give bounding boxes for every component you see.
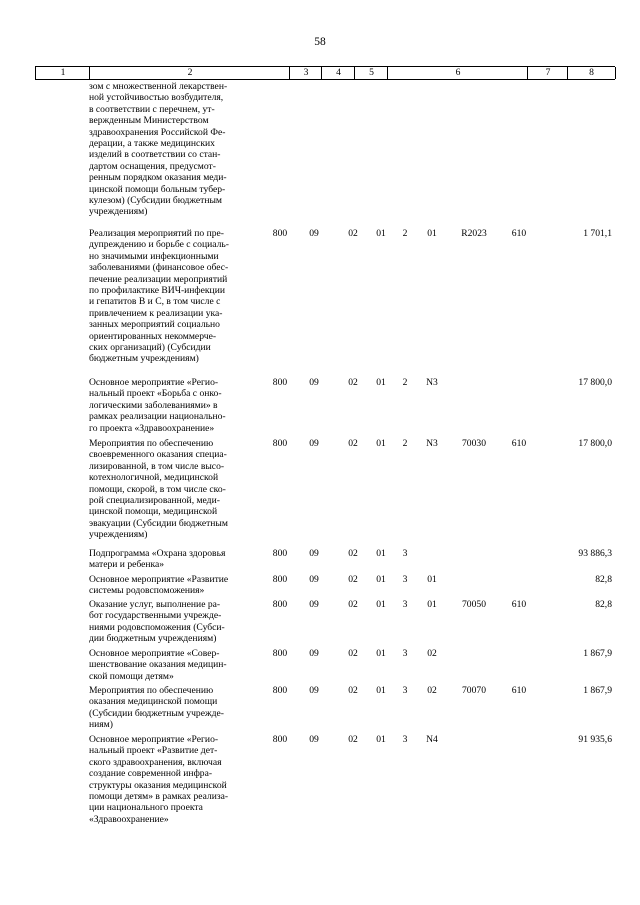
row-name-line: привлечением к реализации ука-: [89, 307, 223, 319]
cell-c6d: 70030: [462, 438, 486, 449]
cell-c4: 09: [309, 228, 319, 239]
cell-c6c: 01: [427, 228, 437, 239]
row-name-line: дии бюджетным учреждениям): [89, 633, 217, 645]
cell-c6a: 01: [376, 438, 386, 449]
row-name-line: в соответствии с перечнем, ут-: [89, 103, 215, 115]
cell-c6b: 2: [402, 377, 408, 388]
row-name-line: своевременного оказания специа-: [89, 449, 227, 461]
row-name-line: Подпрограмма «Охрана здоровья: [89, 548, 226, 559]
row-name-line: ренным порядком оказания меди-: [89, 172, 227, 184]
cell-c4: 09: [309, 377, 319, 388]
row-name-line: заболеваниями (финансовое обес-: [89, 262, 229, 274]
cell-c6a: 01: [376, 377, 386, 388]
cell-c4: 09: [309, 548, 319, 559]
cell-c6d: 70050: [462, 599, 486, 610]
cell-c6a: 01: [376, 228, 386, 239]
cell-c6a: 01: [376, 685, 386, 696]
cell-c3: 800: [272, 377, 288, 388]
cell-c3: 800: [272, 685, 288, 696]
cell-c6a: 01: [376, 648, 386, 659]
cell-c5: 02: [348, 648, 358, 659]
header-col-1: 1: [35, 67, 90, 79]
cell-c6a: 01: [376, 599, 386, 610]
row-name-line: рамках реализации национально-: [89, 411, 226, 423]
cell-c5: 02: [348, 228, 358, 239]
row-name: [89, 574, 269, 597]
cell-c4: 09: [309, 438, 319, 449]
cell-c6b: 3: [402, 548, 408, 559]
row-name-line: занных мероприятий социально: [89, 319, 220, 331]
row-name-line: структуры оказания медицинской: [89, 779, 227, 791]
row-name-line: нальный проект «Борьба с онко-: [89, 388, 222, 400]
cell-c8: 82,8: [595, 574, 612, 585]
cell-c3: 800: [272, 734, 288, 745]
cell-c6c: N3: [426, 377, 438, 388]
row-name: [89, 648, 269, 682]
row-name-line: печение реализации мероприятий: [89, 273, 228, 285]
cell-c6b: 3: [402, 685, 408, 696]
row-name-line: лизированной, в том числе высо-: [89, 460, 225, 472]
header-col-5: 5: [354, 67, 388, 79]
cell-c8: 1 867,9: [583, 685, 612, 696]
cell-c7: 610: [511, 599, 527, 610]
cell-c6b: 2: [402, 438, 408, 449]
row-name-line: рой специализированной, меди-: [89, 495, 220, 507]
row-name-line: кулезом) (Субсидии бюджетным: [89, 195, 222, 207]
row-name-line: бот государственными учрежде-: [89, 610, 222, 622]
row-name-line: Оказание услуг, выполнение ра-: [89, 599, 221, 610]
row-name-line: создание современной инфра-: [89, 768, 213, 780]
cell-c8: 17 800,0: [578, 438, 612, 449]
row-name-line: го проекта «Здравоохранение»: [89, 422, 215, 434]
row-name-line: учреждениям): [89, 529, 148, 541]
cell-c6a: 01: [376, 548, 386, 559]
row-name-line: системы родовспоможения»: [89, 585, 205, 597]
row-name: [89, 438, 269, 541]
row-name-line: цинской помощи больным тубер-: [89, 183, 226, 195]
row-name-line: нальный проект «Развитие дет-: [89, 745, 218, 757]
row-name: [89, 228, 269, 365]
row-name-line: оказания медицинской помощи: [89, 696, 218, 708]
cell-c5: 02: [348, 685, 358, 696]
row-name-line: бюджетным учреждениям): [89, 353, 199, 365]
row-name-line: ной устойчивостью возбудителя,: [89, 92, 224, 104]
cell-c5: 02: [348, 574, 358, 585]
cell-c5: 02: [348, 438, 358, 449]
cell-c4: 09: [309, 685, 319, 696]
row-name-line: шенствование оказания медицин-: [89, 659, 227, 671]
header-col-7: 7: [527, 67, 568, 79]
row-name: [89, 734, 269, 825]
row-name-line: помощи, скорой, в том числе ско-: [89, 483, 226, 495]
cell-c6b: 3: [402, 599, 408, 610]
header-col-2: 2: [89, 67, 290, 79]
cell-c6c: N3: [426, 438, 438, 449]
row-name-line: вержденным Министерством: [89, 115, 209, 127]
row-name-line: Основное мероприятие «Совер-: [89, 648, 220, 659]
header-col-6: 6: [387, 67, 528, 79]
cell-c6b: 2: [402, 228, 408, 239]
header-col-8: 8: [567, 67, 616, 79]
row-name-line: цинской помощи, медицинской: [89, 506, 218, 518]
cell-c6a: 01: [376, 574, 386, 585]
cell-c7: 610: [511, 228, 527, 239]
cell-c5: 02: [348, 599, 358, 610]
row-name-line: (Субсидии бюджетным учрежде-: [89, 707, 224, 719]
row-name-line: логическими заболеваниями» в: [89, 399, 218, 411]
cell-c6d: 70070: [462, 685, 486, 696]
cell-c5: 02: [348, 548, 358, 559]
row-name: [89, 81, 269, 218]
cell-c7: 610: [511, 685, 527, 696]
cell-c8: 1 701,1: [583, 228, 612, 239]
row-name: [89, 685, 269, 731]
cell-c8: 91 935,6: [578, 734, 612, 745]
row-name-line: Основное мероприятие «Развитие: [89, 574, 229, 585]
cell-c8: 93 886,3: [578, 548, 612, 559]
cell-c3: 800: [272, 228, 288, 239]
cell-c6c: 01: [427, 574, 437, 585]
cell-c7: 610: [511, 438, 527, 449]
cell-c3: 800: [272, 599, 288, 610]
cell-c6c: N4: [426, 734, 438, 745]
cell-c6b: 3: [402, 574, 408, 585]
page-number: 58: [314, 36, 326, 48]
row-name-line: Основное мероприятие «Регио-: [89, 377, 219, 388]
cell-c6c: 02: [427, 648, 437, 659]
cell-c4: 09: [309, 574, 319, 585]
table-header: [35, 66, 615, 80]
cell-c8: 82,8: [595, 599, 612, 610]
row-name-line: здравоохранения Российской Фе-: [89, 126, 226, 138]
row-name-line: Основное мероприятие «Регио-: [89, 734, 219, 745]
row-name-line: Реализация мероприятий по пре-: [89, 228, 224, 239]
cell-c4: 09: [309, 599, 319, 610]
cell-c6b: 3: [402, 648, 408, 659]
row-name-line: дартом оснащения, предусмот-: [89, 160, 216, 172]
row-name-line: дерации, а также медицинских: [89, 138, 215, 150]
cell-c3: 800: [272, 438, 288, 449]
row-name-line: но значимыми инфекционными: [89, 250, 219, 262]
row-name-line: зом с множественной лекарствен-: [89, 81, 228, 92]
row-name: [89, 548, 269, 571]
row-name-line: ских организаций) (Субсидии: [89, 342, 211, 354]
row-name-line: Мероприятия по обеспечению: [89, 685, 214, 696]
cell-c5: 02: [348, 377, 358, 388]
cell-c8: 1 867,9: [583, 648, 612, 659]
row-name-line: ориентированных некоммерче-: [89, 330, 217, 342]
row-name-line: учреждениям): [89, 206, 148, 218]
row-name-line: Мероприятия по обеспечению: [89, 438, 214, 449]
row-name: [89, 377, 269, 434]
cell-c3: 800: [272, 548, 288, 559]
row-name: [89, 599, 269, 645]
cell-c4: 09: [309, 734, 319, 745]
cell-c6a: 01: [376, 734, 386, 745]
cell-c4: 09: [309, 648, 319, 659]
row-name-line: ниями родовспоможения (Субси-: [89, 621, 225, 633]
row-name-line: помощи детям» в рамках реализа-: [89, 791, 229, 803]
row-name-line: изделий в соответствии со стан-: [89, 149, 221, 161]
header-col-3: 3: [289, 67, 322, 79]
cell-c6b: 3: [402, 734, 408, 745]
cell-c8: 17 800,0: [578, 377, 612, 388]
cell-c3: 800: [272, 574, 288, 585]
header-col-4: 4: [321, 67, 355, 79]
cell-c6c: 02: [427, 685, 437, 696]
row-name-line: и гепатитов В и С, в том числе с: [89, 296, 221, 308]
row-name-line: ции национального проекта: [89, 802, 203, 814]
row-name-line: ской помощи детям»: [89, 670, 174, 682]
row-name-line: по профилактике ВИЧ-инфекции: [89, 285, 225, 297]
row-name-line: ниям): [89, 719, 113, 731]
row-name-line: ского здравоохранения, включая: [89, 756, 222, 768]
row-name-line: эвакуации (Субсидии бюджетным: [89, 517, 228, 529]
row-name-line: дупреждению и борьбе с социаль-: [89, 239, 229, 251]
row-name-line: котехнологичной, медицинской: [89, 472, 219, 484]
cell-c5: 02: [348, 734, 358, 745]
cell-c6d: R2023: [461, 228, 487, 239]
cell-c3: 800: [272, 648, 288, 659]
row-name-line: «Здравоохранение»: [89, 813, 169, 825]
cell-c6c: 01: [427, 599, 437, 610]
row-name-line: матери и ребенка»: [89, 559, 165, 571]
